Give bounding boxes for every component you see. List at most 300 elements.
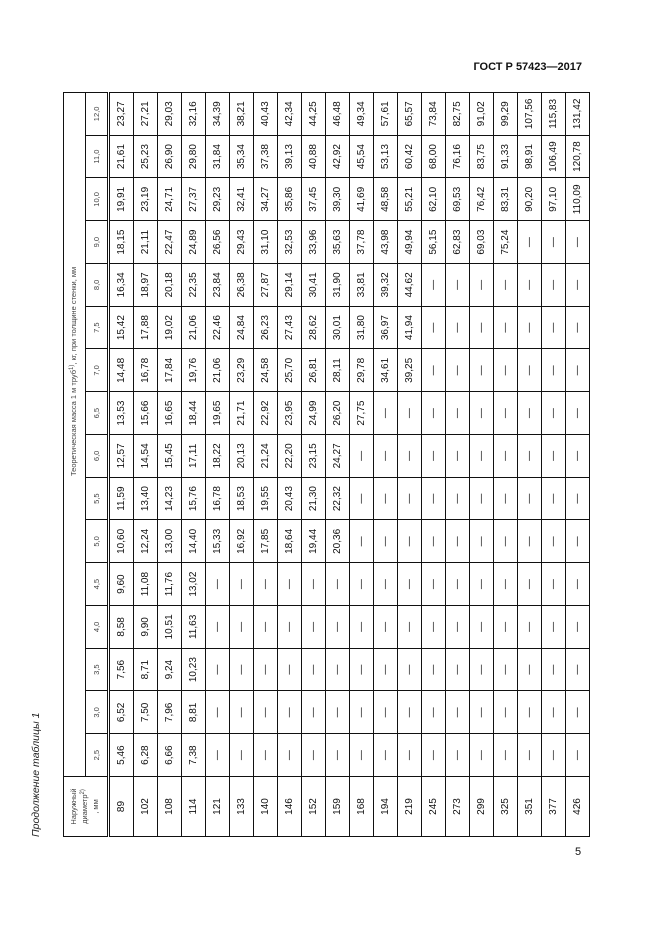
mass-cell: 24,58 [254,349,278,392]
mass-cell: 34,39 [206,93,230,136]
mass-cell: — [302,734,326,777]
mass-cell: — [542,477,566,520]
mass-cell: — [470,734,494,777]
mass-cell: 25,23 [134,135,158,178]
mass-cell: 29,78 [350,349,374,392]
mass-cell: — [518,306,542,349]
mass-cell: 83,31 [494,178,518,221]
table-row [398,93,422,837]
mass-cell: — [374,734,398,777]
mass-cell: — [206,734,230,777]
pipe-mass-table [63,92,590,837]
mass-cell: — [542,435,566,478]
mass-cell: 40,88 [302,135,326,178]
mass-cell: — [230,691,254,734]
table-row [254,93,278,837]
diameter-cell: 89 [109,777,134,837]
mass-cell: 24,71 [158,178,182,221]
thickness-header-cell: 11,0 [86,135,109,178]
mass-cell: 28,11 [326,349,350,392]
mass-cell: 98,91 [518,135,542,178]
mass-cell: 15,42 [109,306,134,349]
mass-cell: — [422,734,446,777]
diameter-header-line1: Наружный [69,788,78,825]
mass-cell: 18,97 [134,264,158,307]
mass-cell: 8,58 [109,606,134,649]
mass-cell: 19,02 [158,306,182,349]
mass-cell: 6,66 [158,734,182,777]
mass-super-header [64,93,86,777]
mass-cell: — [518,349,542,392]
mass-cell: 20,36 [326,520,350,563]
mass-cell: — [518,520,542,563]
mass-cell: — [278,734,302,777]
mass-cell: 31,90 [326,264,350,307]
mass-cell: 27,37 [182,178,206,221]
mass-cell: 7,96 [158,691,182,734]
diameter-header-line3: , мм [91,799,100,814]
mass-cell: — [566,648,590,691]
mass-cell: — [494,563,518,606]
mass-cell: 17,84 [158,349,182,392]
mass-cell: — [398,435,422,478]
diameter-cell: 146 [278,777,302,837]
mass-cell: — [254,563,278,606]
table-row [326,93,350,837]
mass-cell: 9,90 [134,606,158,649]
mass-cell: 24,84 [230,306,254,349]
mass-cell: 29,14 [278,264,302,307]
mass-cell: — [398,563,422,606]
mass-cell: 21,61 [109,135,134,178]
mass-cell: 40,43 [254,93,278,136]
mass-cell: 38,21 [230,93,254,136]
mass-cell: — [350,563,374,606]
mass-cell: 18,53 [230,477,254,520]
mass-cell: — [398,606,422,649]
diameter-cell: 159 [326,777,350,837]
diameter-cell: 219 [398,777,422,837]
mass-cell: 14,23 [158,477,182,520]
mass-cell: — [542,734,566,777]
mass-cell: 13,40 [134,477,158,520]
thickness-header-cell: 6,0 [86,435,109,478]
mass-cell: 39,30 [326,178,350,221]
mass-cell: 21,24 [254,435,278,478]
mass-cell: 32,53 [278,221,302,264]
mass-cell: — [446,648,470,691]
mass-footnote: 1) [69,364,75,370]
mass-cell: — [566,392,590,435]
mass-cell: — [422,563,446,606]
mass-cell: 39,32 [374,264,398,307]
mass-cell: — [422,264,446,307]
mass-cell: — [542,221,566,264]
mass-cell: 73,84 [422,93,446,136]
mass-cell: 14,40 [182,520,206,563]
mass-cell: 8,71 [134,648,158,691]
thickness-header-cell: 4,0 [86,606,109,649]
mass-cell: 22,32 [326,477,350,520]
mass-cell: 15,76 [182,477,206,520]
mass-cell: 29,43 [230,221,254,264]
mass-cell: 17,11 [182,435,206,478]
mass-cell: — [518,221,542,264]
mass-cell: 43,98 [374,221,398,264]
diameter-cell: 325 [494,777,518,837]
mass-cell: 44,25 [302,93,326,136]
mass-cell: — [350,734,374,777]
diameter-cell: 273 [446,777,470,837]
mass-cell: 83,75 [470,135,494,178]
mass-cell: 41,94 [398,306,422,349]
mass-cell: 31,80 [350,306,374,349]
thickness-header-cell: 12,0 [86,93,109,136]
table-row [446,93,470,837]
mass-cell: 20,13 [230,435,254,478]
mass-cell: 35,86 [278,178,302,221]
mass-cell: 26,56 [206,221,230,264]
mass-cell: 27,87 [254,264,278,307]
mass-cell: — [206,648,230,691]
diameter-footnote: 2) [80,789,86,795]
mass-cell: 10,51 [158,606,182,649]
thickness-header-cell: 5,0 [86,520,109,563]
mass-cell: — [494,477,518,520]
mass-cell: — [566,435,590,478]
mass-cell: 131,42 [566,93,590,136]
mass-cell: 16,34 [109,264,134,307]
table-row [374,93,398,837]
mass-cell: — [254,606,278,649]
table-row [182,93,206,837]
mass-cell: 26,20 [326,392,350,435]
mass-cell: — [374,392,398,435]
mass-cell: 27,43 [278,306,302,349]
mass-cell: — [350,435,374,478]
mass-cell: — [302,563,326,606]
table-caption: Продолжение таблицы 1 [30,712,42,837]
mass-cell: — [542,648,566,691]
mass-cell: 33,81 [350,264,374,307]
mass-cell: — [446,435,470,478]
mass-cell: 19,44 [302,520,326,563]
mass-cell: — [206,691,230,734]
mass-cell: — [374,648,398,691]
mass-cell: 10,60 [109,520,134,563]
mass-cell: 55,21 [398,178,422,221]
mass-cell: — [542,520,566,563]
mass-cell: 26,23 [254,306,278,349]
thickness-header-cell: 3,5 [86,648,109,691]
mass-cell: 24,89 [182,221,206,264]
mass-cell: — [446,349,470,392]
mass-cell: 27,75 [350,392,374,435]
diameter-cell: 102 [134,777,158,837]
mass-cell: — [542,563,566,606]
thickness-header-row [86,93,109,837]
mass-cell: — [254,648,278,691]
table-row [302,93,326,837]
mass-cell: 18,64 [278,520,302,563]
table-header-row [64,93,86,837]
mass-cell: — [350,477,374,520]
mass-cell: 6,28 [134,734,158,777]
mass-cell: — [302,648,326,691]
mass-cell: 91,02 [470,93,494,136]
mass-cell: — [566,734,590,777]
mass-cell: — [302,606,326,649]
mass-cell: 16,78 [134,349,158,392]
mass-cell: 36,97 [374,306,398,349]
mass-cell: — [326,734,350,777]
mass-cell: — [566,691,590,734]
mass-cell: 76,16 [446,135,470,178]
mass-cell: 46,48 [326,93,350,136]
mass-cell: — [542,349,566,392]
mass-cell: 13,53 [109,392,134,435]
mass-cell: — [374,606,398,649]
mass-cell: — [470,349,494,392]
mass-cell: 39,25 [398,349,422,392]
mass-cell: — [302,691,326,734]
mass-cell: 21,71 [230,392,254,435]
mass-cell: 41,69 [350,178,374,221]
mass-cell: 44,62 [398,264,422,307]
mass-cell: 23,95 [278,392,302,435]
mass-cell: — [518,563,542,606]
mass-cell: 20,18 [158,264,182,307]
mass-cell: 11,08 [134,563,158,606]
mass-cell: — [446,734,470,777]
table-row [494,93,518,837]
mass-cell: — [374,691,398,734]
mass-cell: — [326,606,350,649]
mass-cell: 45,54 [350,135,374,178]
mass-cell: 21,11 [134,221,158,264]
mass-cell: 11,76 [158,563,182,606]
diameter-cell: 426 [566,777,590,837]
mass-cell: — [494,691,518,734]
mass-cell: 17,88 [134,306,158,349]
mass-cell: 23,29 [230,349,254,392]
diameter-cell: 168 [350,777,374,837]
thickness-header-cell: 7,0 [86,349,109,392]
mass-cell: — [278,648,302,691]
mass-cell: 22,46 [206,306,230,349]
mass-cell: 106,49 [542,135,566,178]
mass-cell: 6,52 [109,691,134,734]
mass-cell: 12,57 [109,435,134,478]
mass-cell: — [518,648,542,691]
mass-cell: 19,76 [182,349,206,392]
mass-cell: — [566,221,590,264]
mass-cell: 14,54 [134,435,158,478]
mass-cell: — [206,563,230,606]
mass-cell: — [446,477,470,520]
mass-cell: 37,45 [302,178,326,221]
mass-cell: 22,20 [278,435,302,478]
mass-cell: 25,70 [278,349,302,392]
mass-cell: — [494,435,518,478]
mass-cell: — [542,306,566,349]
mass-cell: 15,66 [134,392,158,435]
mass-cell: 14,48 [109,349,134,392]
mass-cell: — [206,606,230,649]
mass-cell: 11,59 [109,477,134,520]
mass-cell: — [566,264,590,307]
mass-cell: — [422,691,446,734]
diameter-cell: 133 [230,777,254,837]
diameter-cell: 140 [254,777,278,837]
mass-cell: 7,50 [134,691,158,734]
diameter-cell: 377 [542,777,566,837]
mass-cell: 26,38 [230,264,254,307]
mass-cell: 26,90 [158,135,182,178]
thickness-header-cell: 6,5 [86,392,109,435]
mass-cell: 28,62 [302,306,326,349]
mass-cell: 48,58 [374,178,398,221]
mass-cell: 99,29 [494,93,518,136]
mass-cell: 22,92 [254,392,278,435]
mass-cell: — [542,606,566,649]
table-row [134,93,158,837]
diameter-cell: 351 [518,777,542,837]
mass-cell: 62,83 [446,221,470,264]
mass-cell: 19,91 [109,178,134,221]
thickness-header-cell: 8,0 [86,264,109,307]
thickness-header-cell: 5,5 [86,477,109,520]
mass-cell: 18,22 [206,435,230,478]
mass-cell: — [230,648,254,691]
mass-cell: — [374,435,398,478]
mass-cell: — [446,691,470,734]
page-number: 5 [575,846,582,858]
mass-cell: — [518,435,542,478]
mass-cell: — [470,520,494,563]
mass-cell: 23,27 [109,93,134,136]
mass-cell: — [518,606,542,649]
mass-cell: — [422,648,446,691]
mass-header-text: Теоретическая масса 1 м труб [69,369,78,476]
mass-cell: 15,45 [158,435,182,478]
mass-cell: 107,56 [518,93,542,136]
table-row [422,93,446,837]
mass-cell: 7,38 [182,734,206,777]
mass-cell: — [518,264,542,307]
mass-cell: — [518,691,542,734]
mass-cell: 29,03 [158,93,182,136]
table-row [109,93,134,837]
mass-cell: 5,46 [109,734,134,777]
mass-cell: 11,63 [182,606,206,649]
mass-cell: — [470,648,494,691]
mass-header-wrap [69,267,79,476]
mass-cell: 68,00 [422,135,446,178]
mass-cell: 19,55 [254,477,278,520]
mass-cell: 16,92 [230,520,254,563]
thickness-header-cell: 2,5 [86,734,109,777]
table-row [350,93,374,837]
table-row [158,93,182,837]
mass-cell: 37,78 [350,221,374,264]
mass-cell: — [494,520,518,563]
mass-cell: — [398,734,422,777]
mass-cell: 9,60 [109,563,134,606]
mass-cell: — [494,306,518,349]
mass-cell: 49,34 [350,93,374,136]
mass-cell: 20,43 [278,477,302,520]
thickness-header-cell: 3,0 [86,691,109,734]
mass-cell: 19,65 [206,392,230,435]
mass-cell: 8,81 [182,691,206,734]
mass-cell: — [470,392,494,435]
mass-cell: — [278,606,302,649]
thickness-header-cell: 7,5 [86,306,109,349]
mass-cell: 17,85 [254,520,278,563]
mass-cell: — [326,648,350,691]
mass-cell: — [350,648,374,691]
table-row [542,93,566,837]
thickness-header-cell: 4,5 [86,563,109,606]
mass-cell: 23,19 [134,178,158,221]
mass-header-tail: , кг, при толщине стенки, мм [69,266,78,365]
mass-cell: — [230,734,254,777]
mass-cell: 110,09 [566,178,590,221]
table-row [470,93,494,837]
mass-cell: — [374,520,398,563]
mass-cell: 7,56 [109,648,134,691]
mass-cell: 13,00 [158,520,182,563]
mass-cell: — [398,520,422,563]
mass-cell: 30,01 [326,306,350,349]
mass-cell: 32,41 [230,178,254,221]
diameter-cell: 108 [158,777,182,837]
mass-cell: 62,10 [422,178,446,221]
mass-cell: 97,10 [542,178,566,221]
mass-cell: — [446,563,470,606]
diameter-header [64,777,109,837]
mass-cell: 115,83 [542,93,566,136]
mass-cell: 12,24 [134,520,158,563]
mass-cell: 27,21 [134,93,158,136]
mass-cell: 57,61 [374,93,398,136]
table-row [518,93,542,837]
mass-cell: — [446,520,470,563]
mass-cell: 82,75 [446,93,470,136]
mass-cell: 35,63 [326,221,350,264]
mass-cell: — [422,477,446,520]
mass-cell: — [566,563,590,606]
mass-cell: — [566,520,590,563]
mass-cell: — [326,563,350,606]
mass-cell: — [470,606,494,649]
mass-cell: 16,65 [158,392,182,435]
mass-cell: 76,42 [470,178,494,221]
mass-cell: — [566,306,590,349]
mass-cell: — [446,606,470,649]
table-row [278,93,302,837]
mass-cell: — [470,264,494,307]
mass-cell: — [422,520,446,563]
mass-cell: — [494,648,518,691]
diameter-header-line2-wrap [79,777,90,836]
mass-cell: 33,96 [302,221,326,264]
diameter-cell: 299 [470,777,494,837]
mass-cell: — [374,477,398,520]
mass-cell: 9,24 [158,648,182,691]
mass-cell: 39,13 [278,135,302,178]
